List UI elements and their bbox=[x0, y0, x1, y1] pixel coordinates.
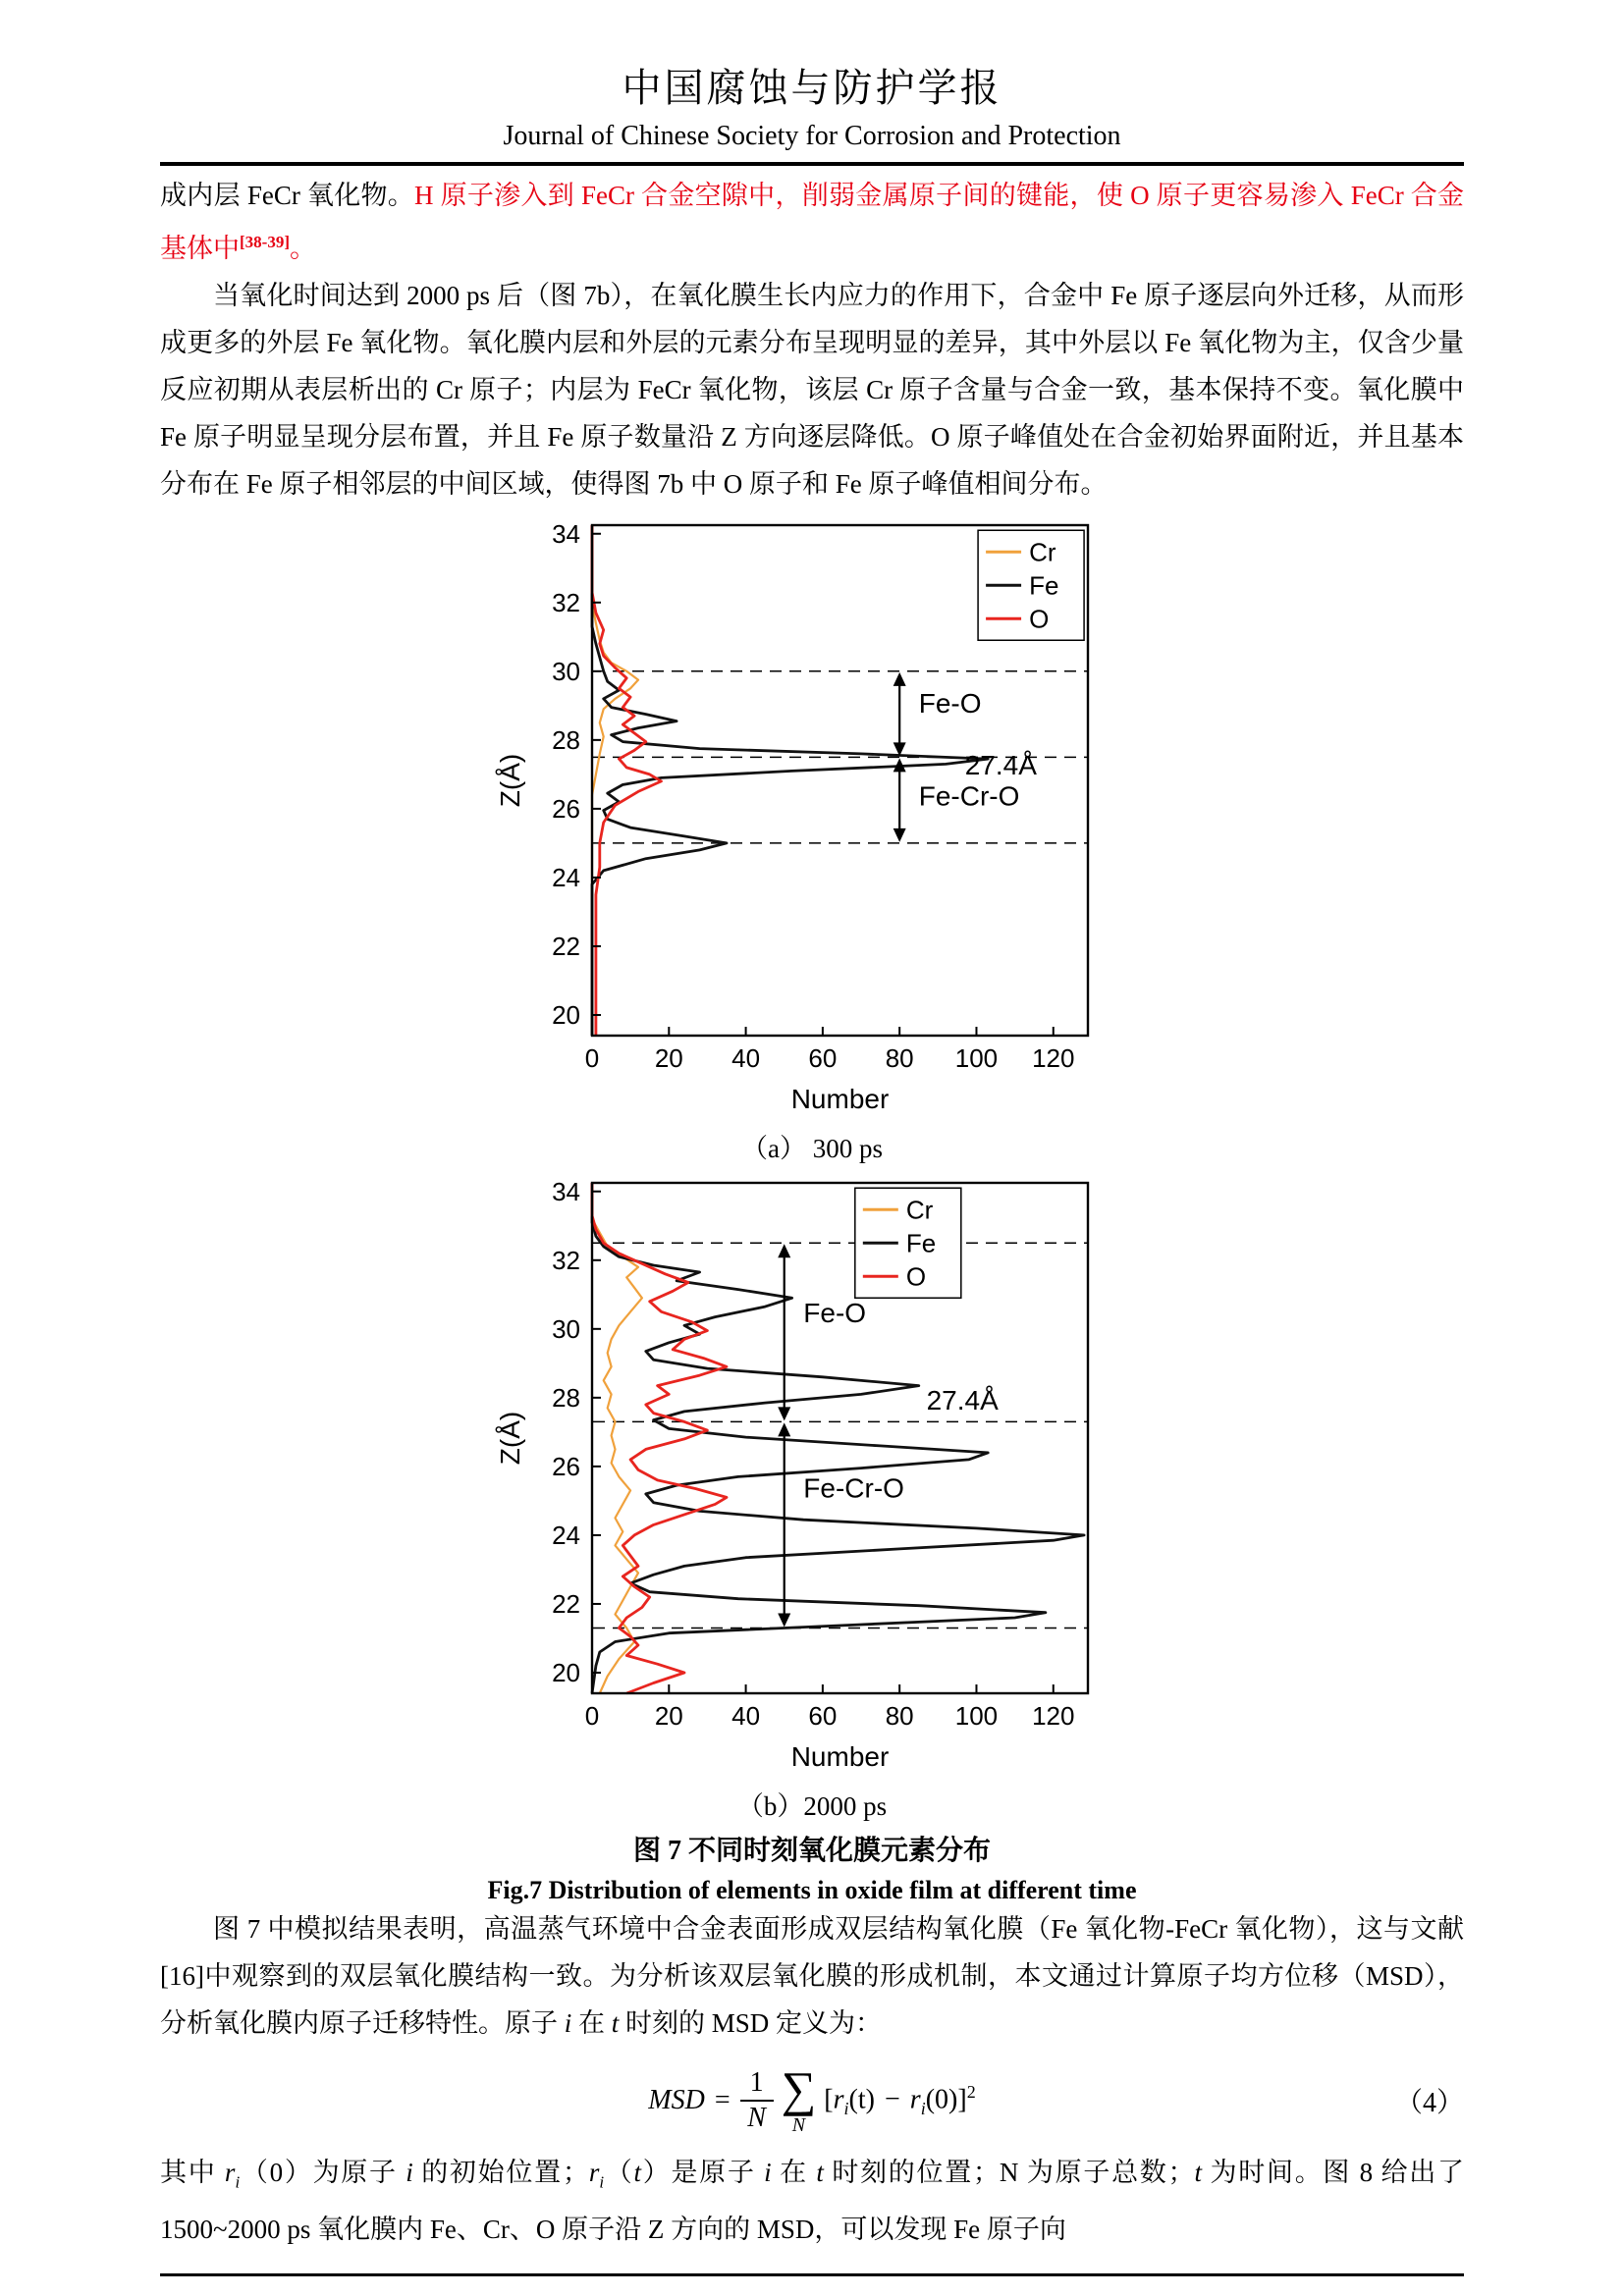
x-tick-label: 20 bbox=[654, 1701, 683, 1731]
page-body bbox=[160, 172, 1464, 2253]
y-tick-label: 22 bbox=[552, 931, 580, 961]
paragraph-3 bbox=[160, 1905, 1464, 2047]
text-segment: i bbox=[599, 2172, 605, 2192]
r-sub-i-1: i bbox=[843, 2098, 849, 2118]
equation-body bbox=[824, 2082, 975, 2119]
y-tick-label: 30 bbox=[552, 656, 580, 686]
y-axis-title: Z(Å) bbox=[495, 753, 525, 808]
journal-header bbox=[160, 57, 1464, 152]
legend-label-fe: Fe bbox=[905, 1228, 937, 1258]
annotation-label: 27.4Å bbox=[926, 1385, 999, 1416]
x-tick-label: 60 bbox=[808, 1701, 838, 1731]
x-tick-label: 60 bbox=[808, 1043, 838, 1073]
arrowhead-down bbox=[893, 828, 906, 842]
paragraph-1 bbox=[160, 172, 1464, 272]
summation bbox=[781, 2061, 817, 2136]
text-segment: [38-39] bbox=[240, 233, 290, 251]
arrowhead-up bbox=[778, 1244, 790, 1257]
r-of-t: r bbox=[833, 2084, 844, 2115]
equation-4 bbox=[160, 2062, 1464, 2139]
arrowhead-down bbox=[778, 1613, 790, 1627]
legend-label-o: O bbox=[905, 1261, 927, 1292]
x-tick-label: 0 bbox=[584, 1701, 600, 1731]
x-tick-label: 120 bbox=[1032, 1043, 1075, 1073]
sigma-symbol: ∑ bbox=[781, 2061, 817, 2117]
text-segment: i bbox=[235, 2172, 241, 2192]
x-tick-label: 0 bbox=[584, 1043, 600, 1073]
paragraph-4 bbox=[160, 2149, 1464, 2253]
x-tick-label: 120 bbox=[1032, 1701, 1075, 1731]
y-tick-label: 34 bbox=[552, 518, 580, 549]
y-tick-label: 34 bbox=[552, 1176, 580, 1206]
header-rule bbox=[160, 162, 1464, 166]
y-tick-label: 30 bbox=[552, 1313, 580, 1344]
x-tick-label: 100 bbox=[954, 1701, 999, 1731]
arrowhead-down bbox=[778, 1407, 790, 1420]
text-segment: 图 7 中模拟结果表明，高温蒸气环境中合金表面形成双层结构氧化膜（Fe 氧化物-FeCr 氧化物），这与文献[16]中观察到的双层氧化膜结构一致。为分析该双层氧化膜的形成机制，本文通过计算原子均方位移（MSD），分析氧化膜内原子迁移特性。原子 bbox=[160, 1914, 1464, 2038]
legend-label-cr: Cr bbox=[905, 1195, 934, 1225]
legend-label-o: O bbox=[1029, 604, 1050, 634]
summation-subscript: N bbox=[791, 2113, 806, 2136]
x-tick-label: 100 bbox=[954, 1043, 999, 1073]
series-line-fe bbox=[592, 1183, 1084, 1693]
journal-title-cn: 中国腐蚀与防护学报 bbox=[622, 66, 1002, 110]
arrowhead-up bbox=[778, 1422, 790, 1436]
text-segment: 时刻的位置；N 为原子总数； bbox=[823, 2158, 1195, 2187]
x-tick-label: 20 bbox=[654, 1043, 683, 1073]
x-axis-title: Number bbox=[790, 1741, 890, 1772]
text-segment: t bbox=[1194, 2158, 1203, 2187]
text-segment: ）是原子 bbox=[641, 2158, 765, 2187]
paragraph-2 bbox=[160, 272, 1464, 507]
y-tick-label: 32 bbox=[552, 587, 580, 617]
r-of-0: r bbox=[909, 2084, 921, 2115]
equals-sign: = bbox=[714, 2085, 731, 2115]
close-bracket: ] bbox=[957, 2084, 967, 2115]
x-tick-label: 80 bbox=[885, 1043, 914, 1073]
footer-rule bbox=[160, 2273, 1464, 2276]
y-tick-label: 26 bbox=[552, 793, 580, 824]
figure-7b bbox=[160, 1169, 1464, 1823]
text-segment: t bbox=[611, 2008, 620, 2038]
fraction-denominator: N bbox=[747, 2103, 766, 2133]
text-segment: 为时间。图 8 给出了 1500~2000 ps 氧化膜内 Fe、Cr、O 原子沿 Z 方向的 MSD，可以发现 Fe 原子向 bbox=[160, 2158, 1465, 2245]
y-tick-label: 22 bbox=[552, 1588, 580, 1619]
arg-t: (t) bbox=[848, 2084, 875, 2115]
annotation-label: Fe-Cr-O bbox=[918, 780, 1020, 812]
figure-caption-cn: 图 7 不同时刻氧化膜元素分布 bbox=[632, 1836, 991, 1866]
equation-lhs: MSD bbox=[648, 2085, 705, 2115]
open-bracket: [ bbox=[824, 2084, 834, 2115]
x-tick-label: 80 bbox=[885, 1701, 914, 1731]
text-segment: 的初始位置； bbox=[412, 2158, 589, 2187]
text-segment: （0）为原子 bbox=[240, 2158, 406, 2187]
minus-sign: − bbox=[884, 2084, 900, 2115]
text-segment: H 原子渗入到 FeCr 合金空隙中，削弱金属原子间的键能，使 O 原子更容易渗入 FeCr 合金基体中 bbox=[160, 181, 1465, 263]
text-segment: 其中 bbox=[160, 2158, 225, 2187]
y-tick-label: 26 bbox=[552, 1451, 580, 1481]
y-tick-label: 28 bbox=[552, 1382, 580, 1413]
r-sub-i-2: i bbox=[920, 2098, 926, 2118]
arg-0: (0) bbox=[925, 2084, 958, 2115]
legend-label-cr: Cr bbox=[1029, 537, 1056, 567]
y-tick-label: 20 bbox=[552, 1657, 580, 1687]
figure-7a bbox=[160, 511, 1464, 1165]
x-axis-title: Number bbox=[790, 1084, 890, 1114]
y-tick-label: 28 bbox=[552, 724, 580, 755]
text-segment: （ bbox=[604, 2158, 634, 2187]
text-segment: 在 bbox=[571, 2008, 612, 2038]
annotation-label: Fe-O bbox=[918, 687, 982, 719]
exponent-2: 2 bbox=[966, 2082, 976, 2103]
text-segment: 在 bbox=[771, 2158, 817, 2187]
text-segment: r bbox=[224, 2158, 236, 2187]
x-tick-label: 40 bbox=[731, 1701, 761, 1731]
subcaption-b: （b）2000 ps bbox=[736, 1791, 888, 1821]
text-segment: 当氧化时间达到 2000 ps 后（图 7b），在氧化膜生长内应力的作用下，合金中 Fe 原子逐层向外迁移，从而形成更多的外层 Fe 氧化物。氧化膜内层和外层的元素分布呈现明显的差异，其中外层以 Fe 氧化物为主，仅含少量反应初期从表层析出的 Cr 原子；内层为 FeCr 氧化物，该层 Cr 原子含量与合金一致，基本保持不变。氧化膜中 Fe 原子明显呈现分层布置，并且 Fe 原子数量沿 Z 方向逐层降低。O 原子峰值处在合金初始界面附近，并且基本分布在 Fe 原子相邻层的中间区域，使得图 7b 中 O 原子和 Fe 原子峰值相间分布。 bbox=[160, 281, 1464, 499]
text-segment: 时刻的 MSD 定义为： bbox=[619, 2008, 883, 2038]
text-segment: t bbox=[816, 2158, 824, 2187]
y-axis-title: Z(Å) bbox=[495, 1411, 525, 1466]
y-tick-label: 24 bbox=[552, 1520, 580, 1550]
text-segment: t bbox=[633, 2158, 642, 2187]
chart-300ps bbox=[494, 511, 1130, 1127]
equation-number: （4） bbox=[1394, 2088, 1464, 2118]
figure-caption-en: Fig.7 Distribution of elements in oxide film at different time bbox=[487, 1876, 1137, 1904]
annotation-label: Fe-O bbox=[803, 1297, 867, 1328]
y-tick-label: 20 bbox=[552, 999, 580, 1030]
chart-canvas-2000ps bbox=[494, 1169, 1130, 1780]
chart-2000ps bbox=[494, 1169, 1130, 1785]
text-segment: i bbox=[564, 2008, 572, 2038]
journal-title-en: Journal of Chinese Society for Corrosion and Protection bbox=[503, 121, 1121, 151]
fraction-numerator: 1 bbox=[740, 2066, 774, 2102]
arrowhead-up bbox=[893, 672, 906, 686]
annotation-label: 27.4Å bbox=[964, 749, 1037, 780]
fraction-1-over-N bbox=[740, 2066, 774, 2134]
legend-label-fe: Fe bbox=[1029, 570, 1059, 601]
subcaption-a: （a） 300 ps bbox=[741, 1134, 883, 1163]
chart-canvas-300ps bbox=[494, 511, 1130, 1122]
text-segment: 成内层 FeCr 氧化物。 bbox=[160, 181, 415, 210]
text-segment: i bbox=[406, 2158, 413, 2187]
y-tick-label: 32 bbox=[552, 1245, 580, 1275]
annotation-label: Fe-Cr-O bbox=[803, 1472, 904, 1504]
text-segment: i bbox=[764, 2158, 772, 2187]
y-tick-label: 24 bbox=[552, 862, 580, 892]
text-segment: r bbox=[588, 2158, 600, 2187]
text-segment: 。 bbox=[289, 234, 316, 263]
x-tick-label: 40 bbox=[731, 1043, 761, 1073]
